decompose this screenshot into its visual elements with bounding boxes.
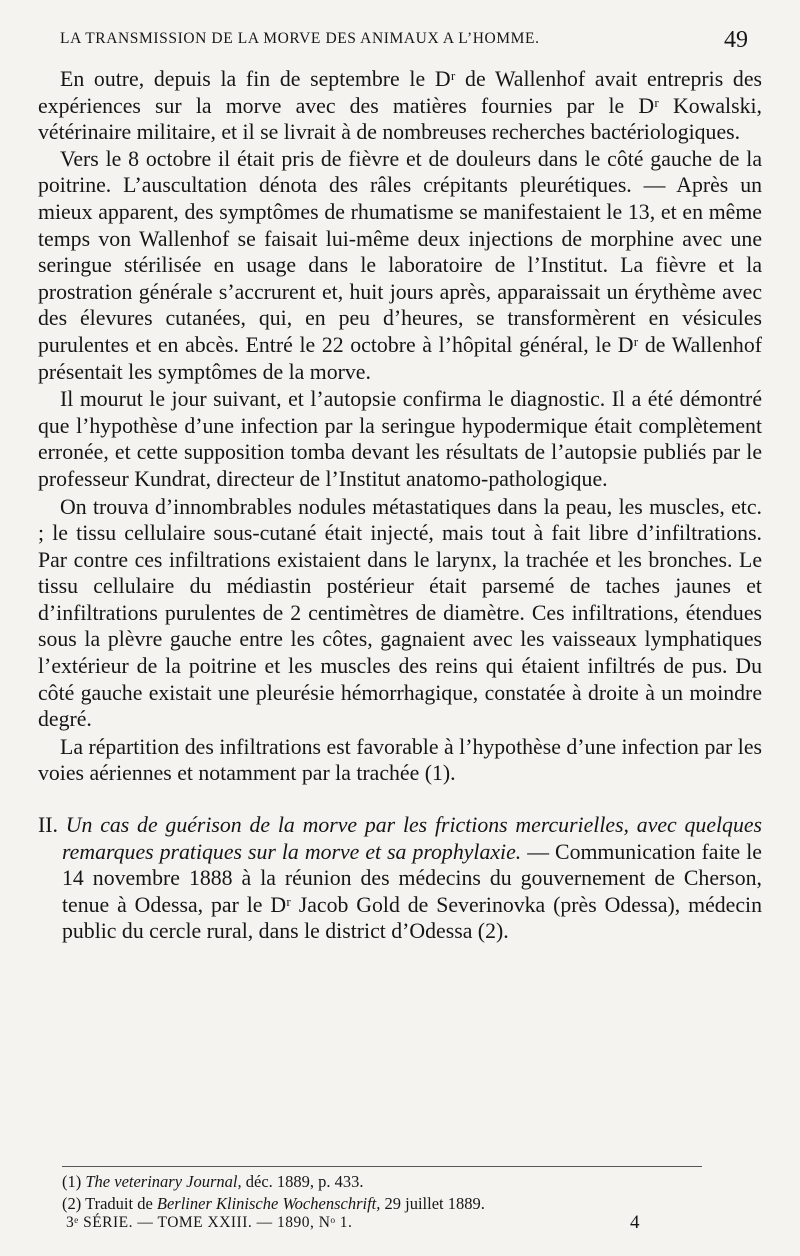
sheet-number: 4	[630, 1212, 640, 1233]
section-text: — Communication faite le 14 novembre 1888 à la réunion des médecins du gouvernement de Cherson, tenue à Odessa, par le Dʳ Jacob Gold de Severinovka (près Odessa), médecin public du cercle rural, dans le district d’Odessa (2).	[62, 839, 762, 944]
paragraph-4: On trouva d’innombrables nodules métastatiques dans la peau, les muscles, etc. ; le tissu cellulaire sous-cutané était injecté, mais tout à fait libre d’infiltrations. Par contre ces infiltrations existaient dans le larynx, la trachée et les bronches. Le tissu cellulaire du médiastin postérieur était parsemé de taches jaunes et d’infiltrations purulentes de 2 centimètres de diamètre. Ces infiltrations, étendues sous la plèvre gauche entre les côtes, gagnaient avec les vaisseaux lymphatiques l’extérieur de la poitrine et les muscles des reins qui étaient infiltrés de pus. Du côté gauche existait une pleurésie hémorrhagique, constatée à droite à un moindre degré.	[38, 494, 762, 732]
section-numeral: II.	[38, 813, 58, 838]
section-title: Un cas de guérison de la morve par les frictions mercurielles, avec quelques remarques pratiques sur la morve et sa prophylaxie.	[62, 813, 762, 864]
footnote-1	[62, 1171, 702, 1193]
section-two	[38, 812, 762, 945]
running-header	[60, 27, 748, 53]
paragraph-1: En outre, depuis la fin de septembre le Dʳ de Wallenhof avait entrepris des expériences sur la morve avec des matières fournies par le Dʳ Kowalski, vétérinaire militaire, et il se livrait à de nombreuses recherches bactériologiques.	[38, 67, 762, 145]
running-title: LA TRANSMISSION DE LA MORVE DES ANIMAUX A L’HOMME.	[60, 30, 540, 47]
footnote-citation: déc. 1889, p. 433.	[245, 1172, 364, 1191]
footnote-source: Berliner Klinische Wochenschrift,	[156, 1194, 381, 1213]
series-line: 3ᵉ SÉRIE. — TOME XXIII. — 1890, Nᵒ 1.	[66, 1214, 353, 1231]
footnote-citation: 29 juillet 1889.	[384, 1194, 485, 1213]
printer-signature	[66, 1214, 640, 1232]
footnote-mark: (2)	[62, 1194, 82, 1213]
footnote-2	[62, 1193, 702, 1215]
footnote-mark: (1)	[62, 1172, 82, 1191]
paragraph-2: Vers le 8 octobre il était pris de fièvre et de douleurs dans le côté gauche de la poitrine. L’auscultation dénota des râles crépitants pleurétiques. — Après un mieux apparent, des symptômes de rhumatisme se manifestaient le 13, et en même temps von Wallenhof se faisait lui-même deux injections de morphine avec une seringue stérilisée en usage dans le laboratoire de l’Institut. La fièvre et la prostration générale s’accrurent et, huit jours après, apparaissait un érythème avec des élevures cutanées, qui, en peu d’heures, se transformèrent en vésicules purulentes et en abcès. Entré le 22 octobre à l’hôpital général, le Dʳ de Wallenhof présentait les symptômes de la morve.	[38, 146, 762, 384]
footnote-prefix: Traduit de	[85, 1194, 153, 1213]
footnote-source: The veterinary Journal,	[85, 1172, 242, 1191]
footnotes	[62, 1166, 702, 1215]
page-number: 49	[724, 27, 748, 53]
paragraph-3: Il mourut le jour suivant, et l’autopsie confirma le diagnostic. Il a été démontré que l’hypothèse d’une infection par la seringue hypodermique était complètement erronée, et cette supposition tomba devant les résultats de l’autopsie publiés par le professeur Kundrat, directeur de l’Institut anatomo-pathologique.	[38, 387, 762, 491]
body-text	[38, 66, 762, 945]
paragraph-5: La répartition des infiltrations est favorable à l’hypothèse d’une infection par les voies aériennes et notamment par la trachée (1).	[38, 734, 762, 786]
